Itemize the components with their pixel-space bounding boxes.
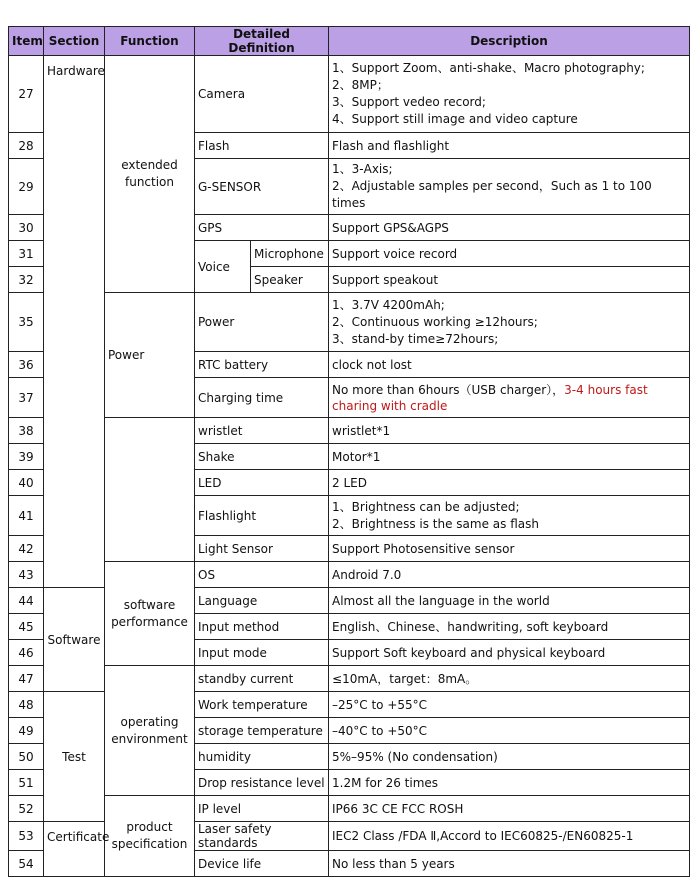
description-cell: Support GPS&AGPS (329, 215, 690, 241)
description-cell: Support speakout (329, 267, 690, 293)
spec-table (8, 26, 690, 877)
definition-cell: Voice (195, 241, 251, 293)
item-number: 49 (9, 718, 44, 744)
header-description: Description (329, 27, 690, 56)
definition-cell: Shake (195, 444, 329, 470)
description-cell: IP66 3C CE FCC ROSH (329, 796, 690, 822)
description-cell: Support voice record (329, 241, 690, 267)
description-cell: Motor*1 (329, 444, 690, 470)
definition-cell: Charging time (195, 378, 329, 418)
definition-cell: RTC battery (195, 352, 329, 378)
description-cell: Almost all the language in the world (329, 588, 690, 614)
definition-cell: Light Sensor (195, 536, 329, 562)
description-cell: IEC2 Class /FDA Ⅱ,Accord to IEC60825-/EN60825-1 (329, 822, 690, 851)
function-operating-environment: operating environment (105, 666, 195, 796)
description-cell: 1.2M for 26 times (329, 770, 690, 796)
item-number: 54 (9, 851, 44, 877)
item-number: 28 (9, 133, 44, 159)
item-number: 52 (9, 796, 44, 822)
description-cell: wristlet*1 (329, 418, 690, 444)
table-row (9, 796, 690, 822)
header-function: Function (105, 27, 195, 56)
description-cell: 1、3.7V 4200mAh; 2、Continuous working ≥12hours; 3、stand-by time≥72hours; (329, 293, 690, 352)
description-cell: 1、3-Axis; 2、Adjustable samples per second，Such as 1 to 100 times (329, 159, 690, 215)
description-cell: ≤10mA，target：8mA。 (329, 666, 690, 692)
description-cell: –25°C to +55°C (329, 692, 690, 718)
section-hardware: Hardware (44, 56, 105, 588)
table-row (9, 293, 690, 352)
function-product-specification: product specification (105, 796, 195, 877)
definition-cell: Device life (195, 851, 329, 877)
definition-cell: wristlet (195, 418, 329, 444)
item-number: 35 (9, 293, 44, 352)
definition-cell: Flash (195, 133, 329, 159)
definition-cell: Language (195, 588, 329, 614)
description-cell: No less than 5 years (329, 851, 690, 877)
section-certificate: Certificate (44, 822, 105, 877)
item-number: 36 (9, 352, 44, 378)
definition-cell: G-SENSOR (195, 159, 329, 215)
sub-definition-cell: Speaker (251, 267, 329, 293)
item-number: 40 (9, 470, 44, 496)
description-cell: 1、Brightness can be adjusted; 2、Brightness is the same as flash (329, 496, 690, 536)
table-row (9, 666, 690, 692)
header-detailed-definition: Detailed Definition (195, 27, 329, 56)
definition-cell: Flashlight (195, 496, 329, 536)
table-row (9, 562, 690, 588)
item-number: 53 (9, 822, 44, 851)
item-number: 32 (9, 267, 44, 293)
header-item: Item (9, 27, 44, 56)
item-number: 42 (9, 536, 44, 562)
definition-cell: IP level (195, 796, 329, 822)
item-number: 27 (9, 56, 44, 133)
section-software: Software (44, 588, 105, 692)
item-number: 46 (9, 640, 44, 666)
item-number: 44 (9, 588, 44, 614)
definition-cell: Camera (195, 56, 329, 133)
description-highlight: 3-4 hours fast charing with cradle (332, 382, 648, 413)
item-number: 39 (9, 444, 44, 470)
item-number: 37 (9, 378, 44, 418)
function-empty (105, 418, 195, 562)
definition-cell: OS (195, 562, 329, 588)
definition-cell: standby current (195, 666, 329, 692)
item-number: 51 (9, 770, 44, 796)
item-number: 29 (9, 159, 44, 215)
definition-cell: LED (195, 470, 329, 496)
function-extended: extended function (105, 56, 195, 293)
definition-cell: storage temperature (195, 718, 329, 744)
item-number: 45 (9, 614, 44, 640)
definition-cell: Drop resistance level (195, 770, 329, 796)
sub-definition-cell: Microphone (251, 241, 329, 267)
table-row (9, 418, 690, 444)
definition-cell: Work temperature (195, 692, 329, 718)
description-cell (329, 378, 690, 418)
item-number: 43 (9, 562, 44, 588)
section-test: Test (44, 692, 105, 822)
description-cell: Flash and flashlight (329, 133, 690, 159)
definition-cell: Laser safety standards (195, 822, 329, 851)
definition-cell: Power (195, 293, 329, 352)
description-cell: 5%–95% (No condensation) (329, 744, 690, 770)
description-text: No more than 6hours（USB charger）， (332, 382, 565, 397)
definition-cell: Input method (195, 614, 329, 640)
item-number: 31 (9, 241, 44, 267)
definition-cell: Input mode (195, 640, 329, 666)
item-number: 41 (9, 496, 44, 536)
description-cell: 1、Support Zoom、anti-shake、Macro photography; 2、8MP； 3、Support vedeo record; 4、Support still image and video capture (329, 56, 690, 133)
definition-cell: GPS (195, 215, 329, 241)
description-cell: 2 LED (329, 470, 690, 496)
item-number: 48 (9, 692, 44, 718)
description-cell: Support Photosensitive sensor (329, 536, 690, 562)
definition-cell: humidity (195, 744, 329, 770)
description-cell: Android 7.0 (329, 562, 690, 588)
item-number: 47 (9, 666, 44, 692)
function-software-performance: software performance (105, 562, 195, 666)
header-section: Section (44, 27, 105, 56)
header-row (9, 27, 690, 56)
description-cell: English、Chinese、handwriting, soft keyboard (329, 614, 690, 640)
item-number: 50 (9, 744, 44, 770)
table-row (9, 56, 690, 133)
description-cell: –40°C to +50°C (329, 718, 690, 744)
item-number: 30 (9, 215, 44, 241)
item-number: 38 (9, 418, 44, 444)
description-cell: Support Soft keyboard and physical keyboard (329, 640, 690, 666)
function-power: Power (105, 293, 195, 418)
description-cell: clock not lost (329, 352, 690, 378)
